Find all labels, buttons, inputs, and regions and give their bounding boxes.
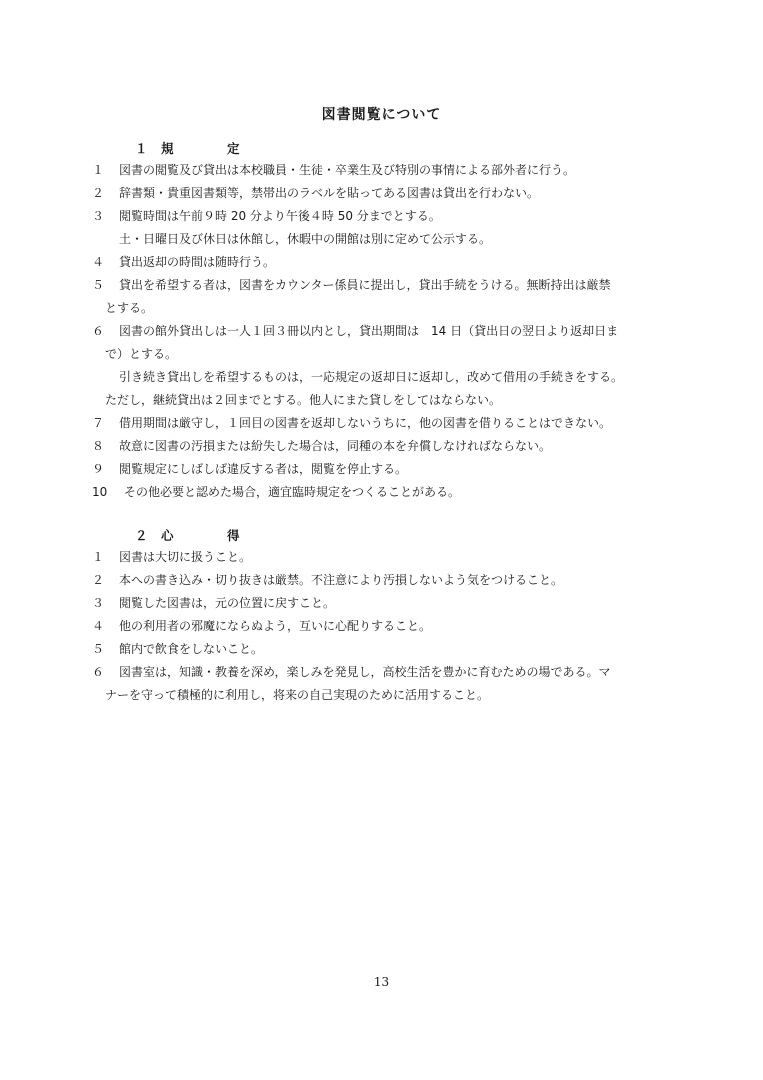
list-item: ９ 閲覧規定にしばしば違反する者は，閲覧を停止する。 xyxy=(92,462,408,476)
list-item-continuation: ただし，継続貸出は２回までとする。他人にまた貸しをしてはならない。 xyxy=(105,393,502,407)
list-item: ５ 館内で飲食をしないこと。 xyxy=(92,642,264,656)
list-item: ７ 借用期間は厳守し，１回目の図書を返却しないうちに，他の図書を借りることはできない。 xyxy=(92,416,612,430)
list-item: １ 図書は大切に扱うこと。 xyxy=(92,550,252,564)
list-item-continuation: とする。 xyxy=(105,301,154,315)
list-item: ２ 辞書類・貴重図書類等，禁帯出のラベルを貼ってある図書は貸出を行わない。 xyxy=(92,186,540,200)
page-title: 図書閲覧について xyxy=(321,107,442,123)
list-item-continuation: で）とする。 xyxy=(105,347,178,361)
list-item: ５ 貸出を希望する者は，図書をカウンター係員に提出し，貸出手続をうける。無断持出は厳禁 xyxy=(92,278,611,292)
list-item: ６ 図書室は，知識・教養を深め，楽しみを発見し，高校生活を豊かに育むための場である。マ xyxy=(92,665,611,679)
list-item-continuation: ナーを守って積極的に利用し，将来の自己実現のために活用すること。 xyxy=(105,688,490,702)
list-item: ４ 他の利用者の邪魔にならぬよう，互いに心配りすること。 xyxy=(92,619,432,633)
page-number: 13 xyxy=(373,975,390,989)
list-item: ３ 閲覧時間は午前９時 20 分より午後４時 50 分までとする。 xyxy=(92,209,441,223)
list-item: ６ 図書の館外貸出しは一人１回３冊以内とし，貸出期間は 14 日（貸出日の翌日より返却日ま xyxy=(92,324,619,338)
section-heading-rules: １ 規 定 xyxy=(135,141,240,156)
list-item: 10 その他必要と認めた場合，適宜臨時規定をつくることがある。 xyxy=(92,485,461,499)
section-heading-guidelines: ２ 心 得 xyxy=(135,528,240,543)
list-item: ４ 貸出返却の時間は随時行う。 xyxy=(92,255,276,269)
section-number: ２ xyxy=(135,528,148,543)
list-item: ８ 故意に図書の汚損または紛失した場合は，同種の本を弁償しなければならない。 xyxy=(92,439,552,453)
list-item-paragraph: 引き続き貸出しを希望するものは，一応規定の返却日に返却し，改めて借用の手続きをする。 xyxy=(119,370,624,384)
section-number: １ xyxy=(135,141,148,156)
list-item: １ 図書の閲覧及び貸出は本校職員・生徒・卒業生及び特別の事情による部外者に行う。 xyxy=(92,163,576,177)
list-item-continuation: 土・日曜日及び休日は休館し，休暇中の開館は別に定めて公示する。 xyxy=(119,232,492,246)
list-item: ３ 閲覧した図書は，元の位置に戻すこと。 xyxy=(92,596,336,610)
list-item: ２ 本への書き込み・切り抜きは厳禁。不注意により汚損しないよう気をつけること。 xyxy=(92,573,564,587)
